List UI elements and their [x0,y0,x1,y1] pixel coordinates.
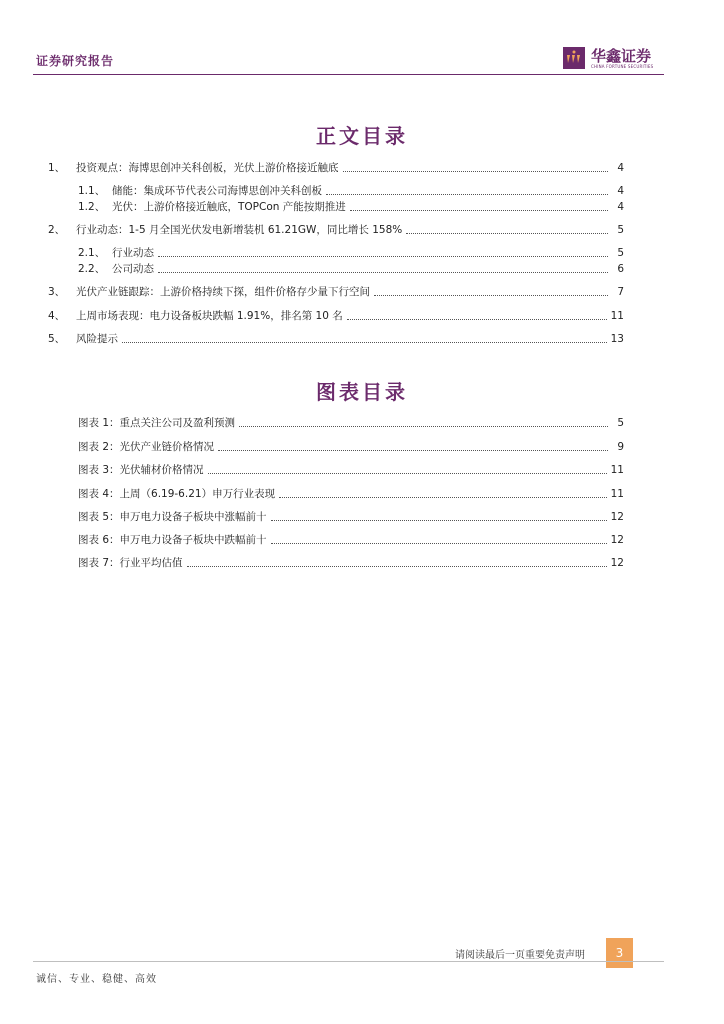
toc-leader-dots [218,450,608,451]
toc-entry[interactable] [48,309,624,323]
figure-entry-page: 11 [610,464,624,476]
toc-leader-dots [271,520,607,521]
header-divider [33,74,664,75]
figures-heading: 图表目录 [316,380,408,404]
toc-entry-title: 风险提示 [76,333,118,345]
toc-entry-title: 公司动态 [112,263,154,275]
toc-leader-dots [158,256,608,257]
figure-entry-page: 9 [617,441,624,453]
toc-leader-dots [239,426,608,427]
toc-entry-page: 6 [617,263,624,275]
figure-entry-title: 图表 6：申万电力设备子板块中跌幅前十 [78,534,267,546]
toc-entry-number: 4、 [48,310,66,322]
logo-subtitle: CHINA FORTUNE SECURITIES [591,64,654,69]
toc-entry-number: 1、 [48,162,66,174]
toc-leader-dots [326,194,608,195]
toc-entry-page: 4 [617,201,624,213]
toc-entry-page: 11 [610,310,624,322]
toc-entry-number: 1.1、 [78,185,106,197]
figure-entry[interactable] [78,556,624,570]
toc-entry-title: 上周市场表现：电力设备板块跌幅 1.91%，排名第 10 名 [76,310,343,322]
figure-entry-page: 5 [617,417,624,429]
toc-leader-dots [271,543,607,544]
toc-entry-page: 13 [610,333,624,345]
logo-name: 华鑫证券 [591,47,652,65]
toc-leader-dots [208,473,607,474]
toc-entry-number: 5、 [48,333,66,345]
toc-heading: 正文目录 [316,124,408,148]
toc-entry-number: 2.1、 [78,247,106,259]
figure-entry-page: 12 [610,511,624,523]
disclaimer-note: 请阅读最后一页重要免责声明 [455,950,585,961]
toc-leader-dots [406,233,608,234]
toc-entry[interactable] [78,184,624,198]
figure-entry-page: 12 [610,557,624,569]
figure-entry-title: 图表 7：行业平均估值 [78,557,183,569]
toc-entry-page: 4 [617,162,624,174]
toc-entry[interactable] [48,223,624,237]
figure-entry-title: 图表 2：光伏产业链价格情况 [78,441,215,453]
footer-divider [33,961,664,962]
toc-entry-title: 投资观点：海博思创冲关科创板，光伏上游价格接近触底 [76,162,339,174]
toc-entry-page: 5 [617,224,624,236]
toc-entry-number: 2.2、 [78,263,106,275]
toc-entry-page: 4 [617,185,624,197]
toc-entry-title: 行业动态 [112,247,154,259]
page-number-badge: 3 [606,938,633,968]
toc-entry-number: 3、 [48,286,66,298]
toc-entry[interactable] [78,200,624,214]
figure-entry-title: 图表 1：重点关注公司及盈利预测 [78,417,236,429]
toc-entry-page: 7 [617,286,624,298]
toc-leader-dots [374,295,608,296]
figure-entry[interactable] [78,510,624,524]
toc-leader-dots [187,566,607,567]
figure-entry[interactable] [78,487,624,501]
figure-entry-page: 11 [610,488,624,500]
toc-entry-title: 光伏：上游价格接近触底，TOPCon 产能按期推进 [112,201,346,213]
toc-entry-title: 储能：集成环节代表公司海博思创冲关科创板 [112,185,322,197]
toc-leader-dots [347,319,607,320]
logo-mark-icon [563,47,585,69]
figure-entry[interactable] [78,440,624,454]
figure-entry-title: 图表 5：申万电力设备子板块中涨幅前十 [78,511,267,523]
toc-entry[interactable] [48,332,624,346]
toc-leader-dots [279,497,607,498]
toc-entry[interactable] [48,285,624,299]
figure-entry[interactable] [78,533,624,547]
toc-entry[interactable] [78,246,624,260]
figure-entry-page: 12 [610,534,624,546]
toc-entry-title: 行业动态：1-5 月全国光伏发电新增装机 61.21GW，同比增长 158% [76,224,403,236]
toc-entry-page: 5 [617,247,624,259]
toc-entry-number: 2、 [48,224,66,236]
figure-entry-title: 图表 4：上周（6.19-6.21）申万行业表现 [78,488,276,500]
figure-entry-title: 图表 3：光伏辅材价格情况 [78,464,204,476]
toc-entry[interactable] [48,161,624,175]
toc-leader-dots [158,272,608,273]
toc-entry-number: 1.2、 [78,201,106,213]
toc-entry-title: 光伏产业链跟踪：上游价格持续下探，组件价格存少量下行空间 [76,286,370,298]
figure-entry[interactable] [78,463,624,477]
report-type-label: 证券研究报告 [36,54,115,68]
footer-slogan: 诚信、专业、稳健、高效 [36,974,157,985]
toc-leader-dots [350,210,608,211]
figure-entry[interactable] [78,416,624,430]
company-logo [563,47,663,73]
toc-leader-dots [343,171,609,172]
toc-leader-dots [122,342,607,343]
toc-entry[interactable] [78,262,624,276]
